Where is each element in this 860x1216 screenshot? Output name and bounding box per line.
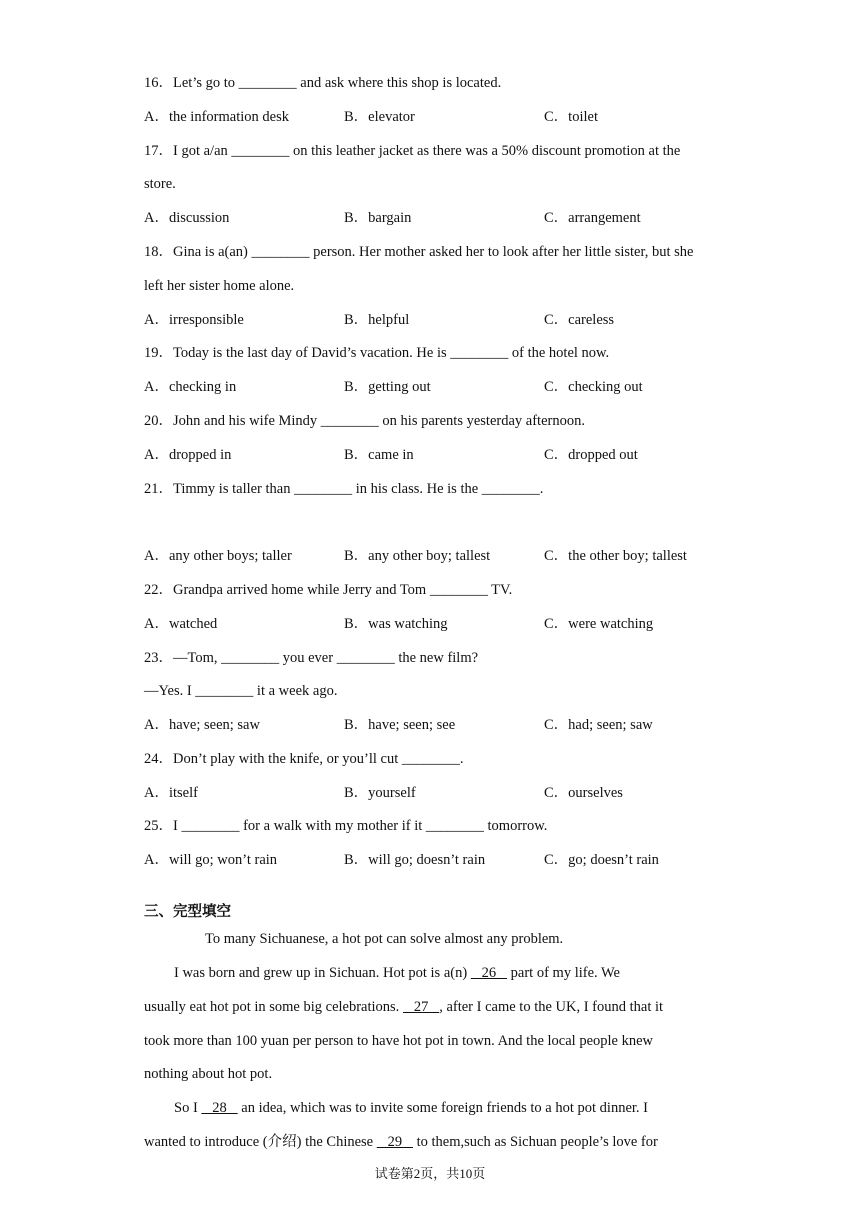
blank-27: 27 xyxy=(402,999,440,1015)
question-23-stem-cont: —Yes. I ________ it a week ago. xyxy=(144,683,338,699)
question-21-stem: 21．Timmy is taller than ________ in his class. He is the ________. xyxy=(144,481,544,497)
question-25-option-a: A．will go; won’t rain xyxy=(144,852,278,868)
question-23-option-c: C．had; seen; saw xyxy=(544,717,653,733)
question-24-option-b: B．yourself xyxy=(344,785,416,801)
question-18-option-a: A．irresponsible xyxy=(144,312,244,328)
passage-text: wanted to introduce (介绍) the Chinese xyxy=(144,1134,377,1150)
passage-line-6 xyxy=(144,1132,658,1152)
question-16-option-a: A．the information desk xyxy=(144,109,289,125)
question-20-option-a: A．dropped in xyxy=(144,447,232,463)
question-21-option-c: C．the other boy; tallest xyxy=(544,548,687,564)
question-19-option-a: A．checking in xyxy=(144,379,237,395)
question-23-option-a: A．have; seen; saw xyxy=(144,717,260,733)
question-23-stem: 23．—Tom, ________ you ever ________ the new film? xyxy=(144,650,479,666)
passage-text: part of my life. We xyxy=(507,965,620,981)
question-21-option-a: A．any other boys; taller xyxy=(144,548,292,564)
passage-text: usually eat hot pot in some big celebrations. xyxy=(144,999,403,1015)
passage-text: So I xyxy=(174,1100,202,1116)
passage-line-4: nothing about hot pot. xyxy=(144,1066,273,1082)
blank-28: 28 xyxy=(201,1100,238,1116)
question-18-stem: 18．Gina is a(an) ________ person. Her mother asked her to look after her little sister, but she xyxy=(144,244,694,260)
question-18-option-c: C．careless xyxy=(544,312,615,328)
question-17-stem: 17．I got a/an ________ on this leather jacket as there was a 50% discount promotion at the xyxy=(144,143,681,159)
question-25-option-c: C．go; doesn’t rain xyxy=(544,852,659,868)
question-22-option-c: C．were watching xyxy=(544,616,654,632)
question-20-stem: 20．John and his wife Mindy ________ on his parents yesterday afternoon. xyxy=(144,413,585,429)
question-22-stem: 22．Grandpa arrived home while Jerry and Tom ________ TV. xyxy=(144,582,513,598)
question-20-option-c: C．dropped out xyxy=(544,447,638,463)
passage-line-1 xyxy=(174,963,620,983)
passage-text: I was born and grew up in Sichuan. Hot pot is a(n) xyxy=(174,965,471,981)
passage-line-5 xyxy=(174,1098,648,1118)
question-22-option-a: A．watched xyxy=(144,616,218,632)
question-17-stem-cont: store. xyxy=(144,176,176,192)
passage-line-2 xyxy=(144,997,663,1017)
question-19-stem: 19．Today is the last day of David’s vacation. He is ________ of the hotel now. xyxy=(144,345,610,361)
passage-title: To many Sichuanese, a hot pot can solve almost any problem. xyxy=(205,931,564,947)
question-24-option-c: C．ourselves xyxy=(544,785,623,801)
passage-text: to them,such as Sichuan people’s love for xyxy=(413,1134,658,1150)
question-18-stem-cont: left her sister home alone. xyxy=(144,278,295,294)
question-24-stem: 24．Don’t play with the knife, or you’ll cut ________. xyxy=(144,751,464,767)
question-17-option-a: A．discussion xyxy=(144,210,230,226)
question-25-stem: 25．I ________ for a walk with my mother if it ________ tomorrow. xyxy=(144,818,548,834)
question-17-option-c: C．arrangement xyxy=(544,210,641,226)
question-21-option-b: B．any other boy; tallest xyxy=(344,548,491,564)
section-title: 三、完型填空 xyxy=(144,904,231,920)
blank-29: 29 xyxy=(376,1134,413,1150)
question-23-option-b: B．have; seen; see xyxy=(344,717,456,733)
question-19-option-c: C．checking out xyxy=(544,379,643,395)
question-16-option-c: C．toilet xyxy=(544,109,598,125)
question-16-option-b: B．elevator xyxy=(344,109,415,125)
question-22-option-b: B．was watching xyxy=(344,616,448,632)
question-20-option-b: B．came in xyxy=(344,447,414,463)
passage-text: , after I came to the UK, I found that it xyxy=(439,999,664,1015)
question-19-option-b: B．getting out xyxy=(344,379,431,395)
question-16-stem: 16．Let’s go to ________ and ask where this shop is located. xyxy=(144,75,502,91)
blank-26: 26 xyxy=(470,965,508,981)
question-18-option-b: B．helpful xyxy=(344,312,410,328)
passage-text: an idea, which was to invite some foreign friends to a hot pot dinner. I xyxy=(237,1100,648,1116)
question-17-option-b: B．bargain xyxy=(344,210,412,226)
question-24-option-a: A．itself xyxy=(144,785,198,801)
page-footer: 试卷第2页，共10页 xyxy=(374,1166,486,1181)
question-25-option-b: B．will go; doesn’t rain xyxy=(344,852,486,868)
passage-line-3: took more than 100 yuan per person to have hot pot in town. And the local people knew xyxy=(144,1033,654,1049)
